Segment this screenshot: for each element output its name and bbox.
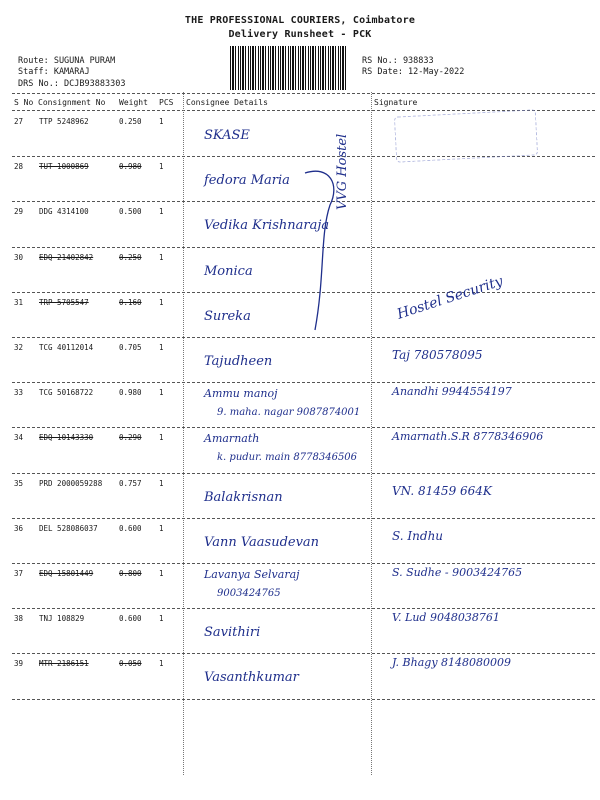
barcode (230, 46, 348, 90)
rs-date: RS Date: 12-May-2022 (362, 67, 465, 77)
consignee-phone: 9. maha. nagar 9087874001 (217, 407, 361, 419)
row-sno: 36 (14, 523, 24, 533)
receiver-stamp (394, 109, 538, 162)
row-pcs: 1 (159, 388, 164, 398)
receiver-signature: S. Sudhe - 9003424765 (392, 566, 523, 579)
route-label: Route: SUGUNA PURAM (18, 56, 116, 66)
table-row (12, 519, 595, 564)
table-row (12, 654, 595, 699)
consignee-name: Vasanthkumar (204, 670, 299, 686)
receiver-signature: S. Indhu (392, 528, 444, 543)
col-sno: S No (14, 98, 34, 107)
row-pcs: 1 (159, 162, 164, 172)
row-weight: 0.600 (119, 614, 142, 624)
row-pcs: 1 (159, 569, 164, 578)
consignee-phone: 9003424765 (217, 588, 281, 599)
row-consignment-no: DEL 528086037 (39, 523, 98, 533)
row-sno: 34 (14, 433, 24, 443)
row-weight: 0.800 (119, 569, 142, 578)
consignee-name: SKASE (204, 128, 250, 143)
consignee-name: Tajudheen (204, 354, 273, 369)
row-pcs: 1 (159, 297, 164, 307)
company-title: THE PROFESSIONAL COURIERS, Coimbatore (184, 15, 416, 26)
receiver-signature: VN. 81459 664K (392, 483, 492, 498)
staff-label: Staff: KAMARAJ (18, 67, 90, 77)
col-consignment: Consignment No (38, 98, 106, 107)
hostel-bracket (300, 165, 340, 335)
row-consignment-no: TRP 5705547 (39, 297, 89, 307)
sheet-title: Delivery Runsheet - PCK (228, 29, 372, 40)
row-pcs: 1 (159, 478, 164, 488)
consignee-name: Sureka (204, 308, 251, 324)
row-sno: 28 (14, 162, 24, 172)
hostel-security-note: Hostel Security (395, 273, 505, 323)
row-sno: 35 (14, 478, 24, 488)
row-weight: 0.500 (119, 207, 142, 217)
row-pcs: 1 (159, 207, 164, 217)
row-weight: 0.600 (119, 523, 142, 533)
row-pcs: 1 (159, 117, 164, 126)
consignee-name: Savithiri (204, 625, 261, 641)
vertical-hostel-note: VVG Hostel (335, 133, 350, 210)
row-consignment-no: TCG 40112014 (39, 343, 94, 352)
row-consignment-no: EDQ 21402842 (39, 252, 94, 262)
row-consignment-no: DDG 4314100 (39, 207, 89, 217)
row-consignment-no: TCG 50168722 (39, 388, 94, 398)
row-consignment-no: EDQ 15801449 (39, 569, 94, 578)
table-row (12, 564, 595, 609)
row-pcs: 1 (159, 659, 164, 669)
table-row (12, 609, 595, 654)
consignee-phone: k. pudur. main 8778346506 (217, 452, 358, 464)
row-sno: 27 (14, 117, 24, 126)
row-consignment-no: TTP 5248962 (39, 117, 89, 126)
table-row (12, 474, 595, 519)
row-pcs: 1 (159, 614, 164, 624)
row-sno: 30 (14, 252, 24, 262)
consignee-name: Monica (204, 263, 253, 279)
row-pcs: 1 (159, 523, 164, 533)
row-sno: 37 (14, 569, 24, 578)
receiver-signature: Taj 780578095 (392, 348, 483, 362)
consignee-name: fedora Maria (204, 173, 290, 189)
row-weight: 0.705 (119, 343, 142, 352)
row-sno: 31 (14, 297, 24, 307)
consignee-name: Vann Vaasudevan (204, 534, 320, 550)
row-weight: 0.250 (119, 252, 142, 262)
receiver-signature: V. Lud 9048038761 (392, 611, 500, 625)
row-sno: 33 (14, 388, 24, 398)
row-consignment-no: EDQ 10143330 (39, 433, 94, 443)
header-top-rule (12, 93, 595, 94)
rs-number: RS No.: 938833 (362, 56, 434, 66)
drs-number: DRS No.: DCJB93883303 (18, 79, 126, 89)
row-divider (12, 699, 595, 700)
consignee-name: Ammu manoj (204, 387, 278, 401)
table-row (12, 338, 595, 383)
receiver-signature: Anandhi 9944554197 (392, 385, 512, 399)
row-consignment-no: TNJ 108829 (39, 614, 85, 624)
row-weight: 0.980 (119, 162, 142, 172)
row-weight: 0.290 (119, 433, 142, 443)
row-weight: 0.160 (119, 297, 142, 307)
row-consignment-no: MTR 2186151 (39, 659, 89, 669)
row-weight: 0.757 (119, 478, 142, 488)
consignee-name: Vedika Krishnaraja (204, 218, 330, 234)
col-weight: Weight (119, 98, 148, 107)
receiver-signature: Amarnath.S.R 8778346906 (392, 430, 544, 444)
receiver-signature: J. Bhagy 8148080009 (392, 656, 512, 670)
row-sno: 39 (14, 659, 24, 669)
table-row (12, 428, 595, 473)
row-weight: 0.250 (119, 117, 142, 126)
row-consignment-no: PRD 2000059288 (39, 478, 103, 488)
row-sno: 29 (14, 207, 24, 217)
consignee-name: Lavanya Selvaraj (204, 568, 300, 581)
col-signature: Signature (374, 98, 418, 107)
row-pcs: 1 (159, 252, 164, 262)
row-sno: 32 (14, 343, 24, 352)
row-weight: 0.980 (119, 388, 142, 398)
consignee-name: Balakrisnan (204, 489, 283, 505)
table-row (12, 383, 595, 428)
row-sno: 38 (14, 614, 24, 624)
col-pcs: PCS (159, 98, 174, 107)
row-pcs: 1 (159, 433, 164, 443)
row-pcs: 1 (159, 343, 164, 352)
row-consignment-no: TUT 1000869 (39, 162, 89, 172)
consignee-name: Amarnath (204, 432, 260, 446)
col-consignee: Consignee Details (186, 98, 268, 107)
row-weight: 0.050 (119, 659, 142, 669)
